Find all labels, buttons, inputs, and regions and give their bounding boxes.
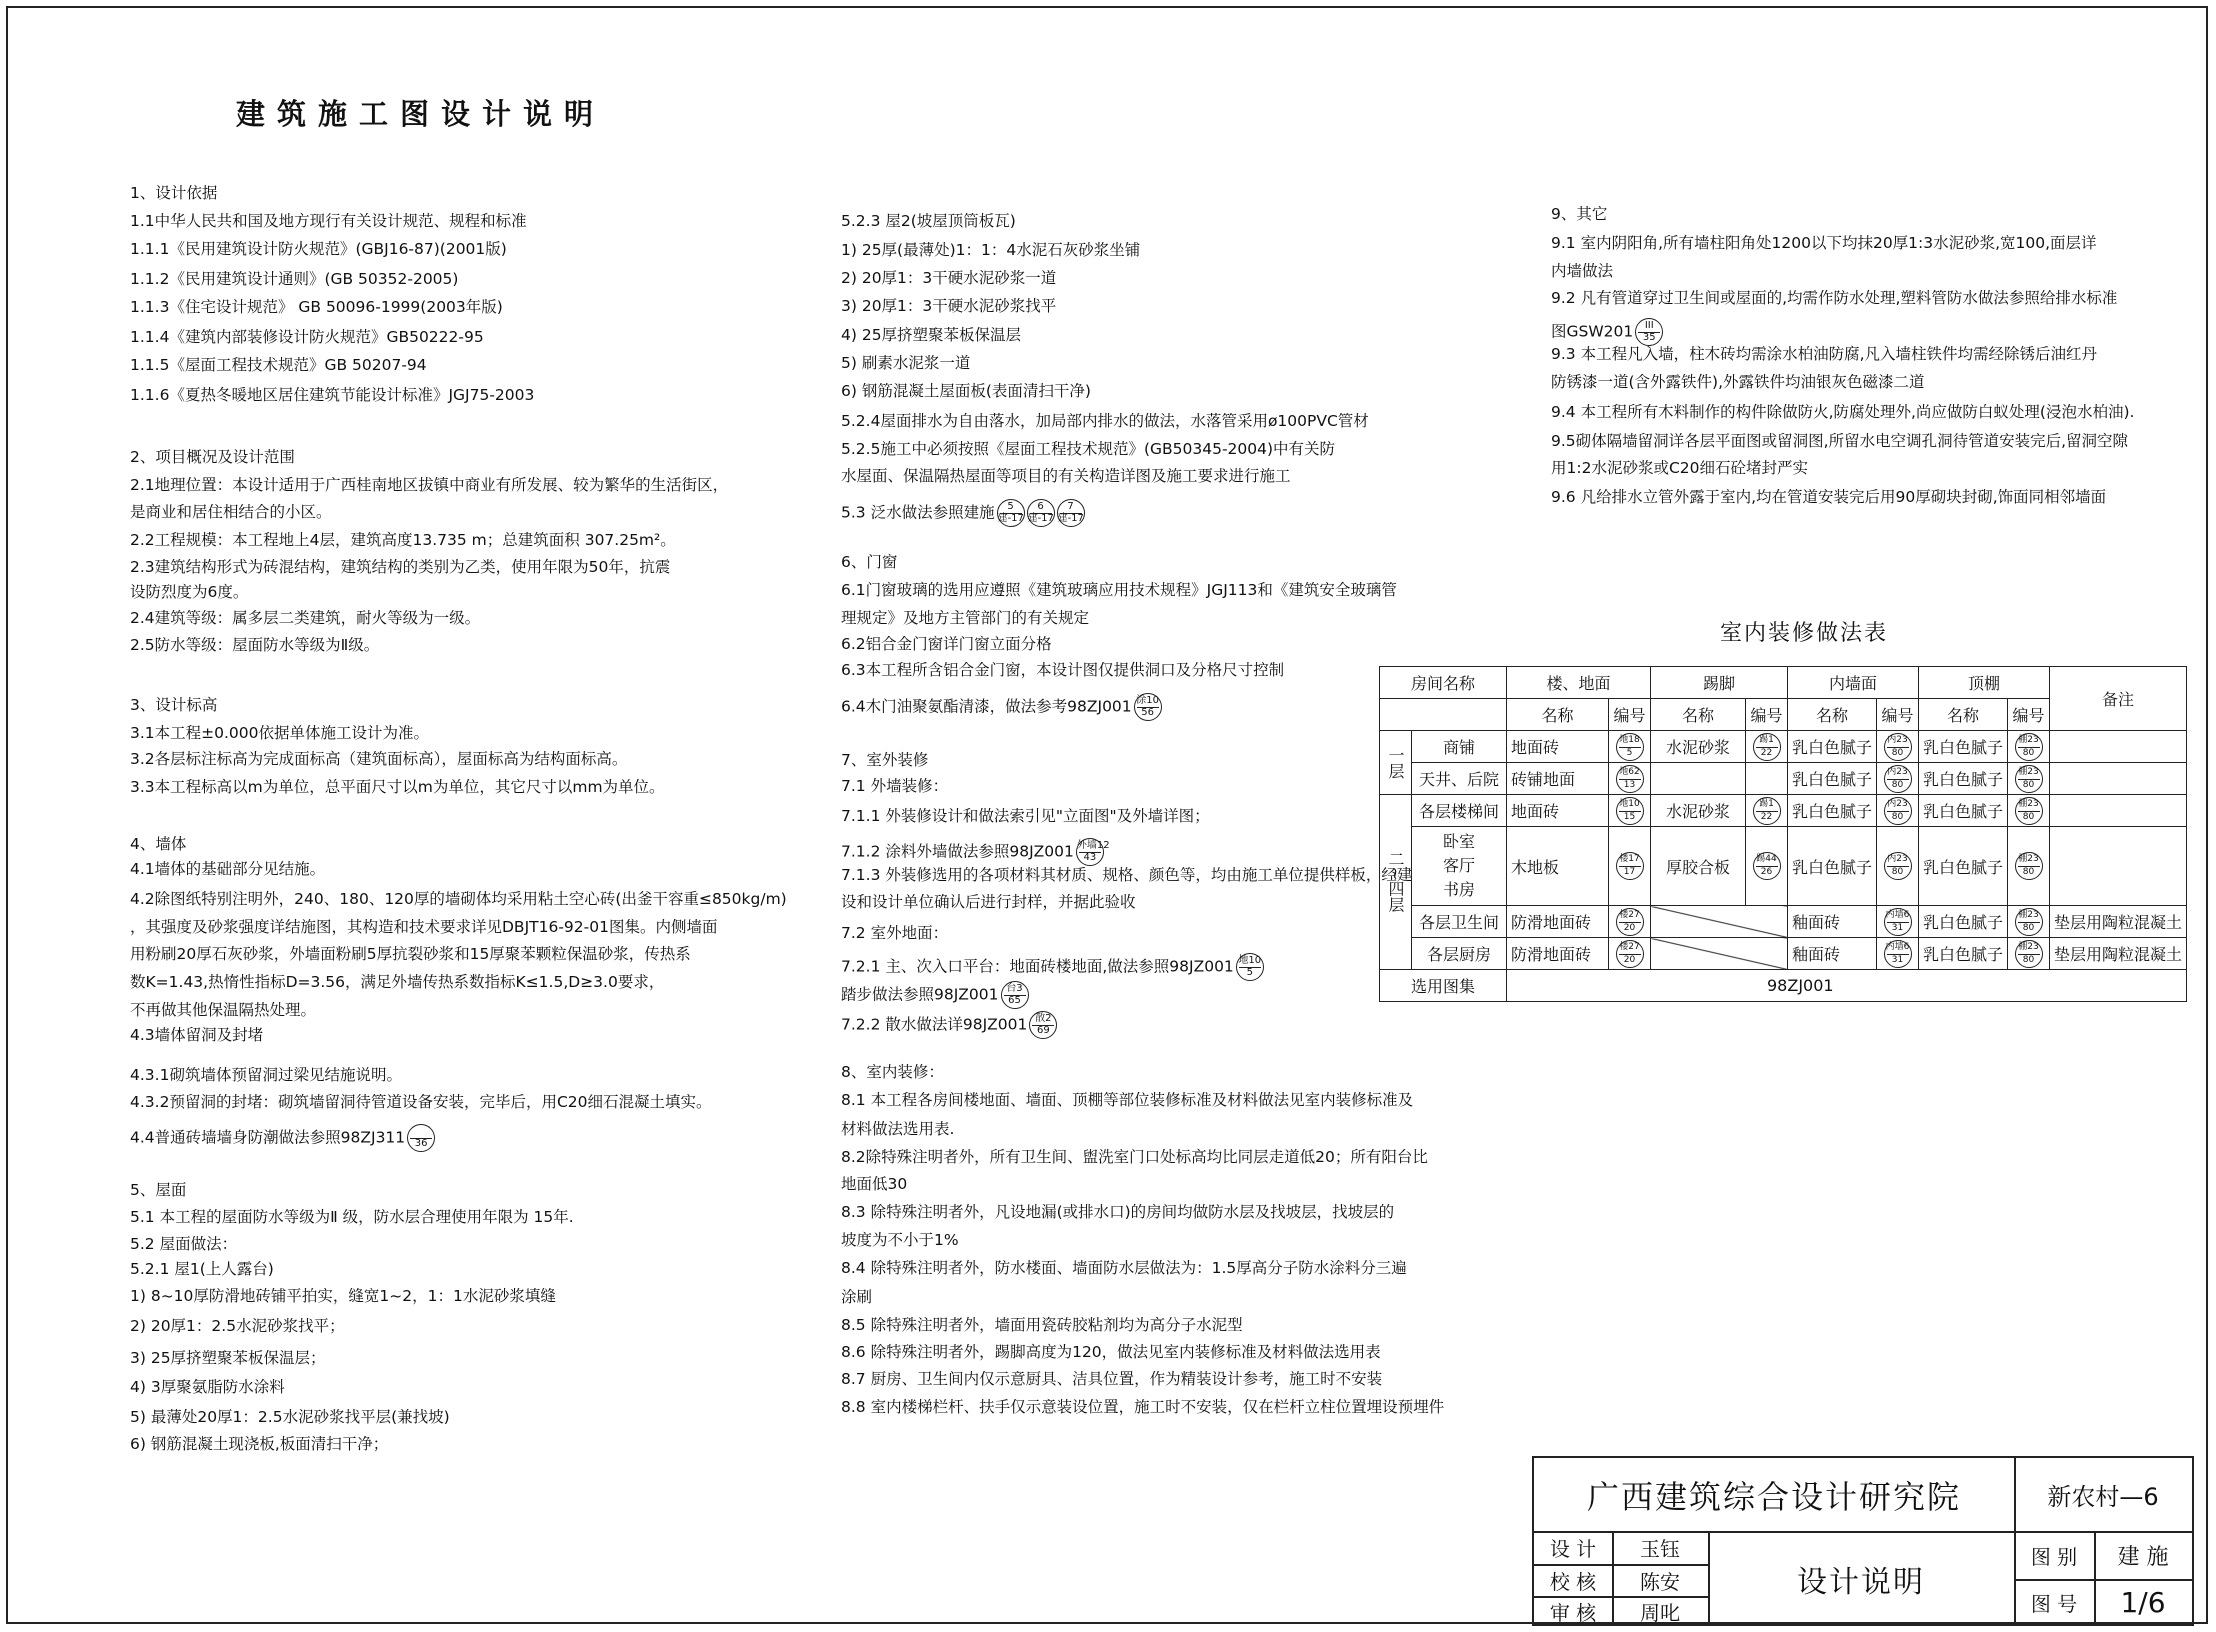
th-room: 房间名称 bbox=[1380, 667, 1507, 699]
skirting-finish bbox=[1651, 763, 1746, 795]
name-review: 周叱 bbox=[1640, 1600, 1680, 1625]
note-line: 8.4 除特殊注明者外，防水楼面、墙面防水层做法为：1.5厚高分子防水涂料分三遍 bbox=[841, 1259, 1407, 1277]
ceiling-finish: 乳白色腻子 bbox=[1919, 938, 2008, 970]
table-row bbox=[1380, 731, 2187, 763]
note-line: 7.1.1 外装修设计和做法索引见"立面图"及外墙详图； bbox=[841, 807, 1210, 825]
note-line: 1.1.4《建筑内部装修设计防火规范》GB50222-95 bbox=[130, 328, 484, 346]
note-line: 9.5砌体隔墙留洞详各层平面图或留洞图,所留水电空调孔洞待管道安装完后,留洞空隙 bbox=[1551, 432, 2129, 450]
note-line: 6.2铝合金门窗详门窗立面分格 bbox=[841, 635, 1052, 653]
detail-index-symbol: 36 bbox=[407, 1124, 435, 1152]
note-line: 8.3 除特殊注明者外，凡设地漏(或排水口)的房间均做防水层及找坡层，找坡层的 bbox=[841, 1203, 1395, 1221]
note-line: 4.3.2预留洞的封堵：砌筑墙留洞待管道设备安装，完毕后，用C20细石混凝土填实。 bbox=[130, 1093, 712, 1111]
code-cell bbox=[1609, 763, 1651, 795]
note-line: 9.4 本工程所有木料制作的构件除做防火,防腐处理外,尚应做防白蚁处理(浸泡水柏油). bbox=[1551, 403, 2135, 421]
note-line: 踏步做法参照98JZ001 台3 65 bbox=[841, 981, 1029, 1009]
table-row bbox=[1380, 938, 2187, 970]
note-line: 图GSW201 III 35 bbox=[1551, 318, 1663, 346]
atlas-value: 98ZJ001 bbox=[1507, 970, 2187, 1002]
room-name: 各层卫生间 bbox=[1412, 906, 1507, 938]
note-line: 坡度为不小于1% bbox=[841, 1231, 959, 1249]
table-row bbox=[1380, 827, 2187, 906]
note-line: 9.1 室内阴阳角,所有墙柱阳角处1200以下均抹20厚1:3水泥砂浆,宽100,面层详 bbox=[1551, 234, 2097, 252]
note-line: 8.6 除特殊注明者外，踢脚高度为120，做法见室内装修标准及材料做法选用表 bbox=[841, 1343, 1381, 1361]
note-line: 5、屋面 bbox=[130, 1181, 187, 1199]
note-line: 5.1 本工程的屋面防水等级为Ⅱ 级，防水层合理使用年限为 15年. bbox=[130, 1208, 574, 1226]
note-line: 2.5防水等级：屋面防水等级为Ⅱ级。 bbox=[130, 636, 380, 654]
skirting-finish: 厚胶合板 bbox=[1651, 827, 1746, 906]
name-design: 玉钰 bbox=[1640, 1537, 1680, 1561]
wall-finish: 乳白色腻子 bbox=[1788, 763, 1877, 795]
note-line: 7.1 外墙装修： bbox=[841, 777, 949, 795]
detail-index-symbol: 内墙6 31 bbox=[1884, 908, 1912, 936]
detail-index-symbol: 踢44 26 bbox=[1753, 852, 1781, 880]
detail-index-symbol: 散2 69 bbox=[1029, 1011, 1057, 1039]
note-line: 3) 25厚挤塑聚苯板保温层； bbox=[130, 1349, 326, 1367]
note-line: 5.2 屋面做法： bbox=[130, 1235, 238, 1253]
wall-finish: 乳白色腻子 bbox=[1788, 731, 1877, 763]
ceiling-finish: 乳白色腻子 bbox=[1919, 731, 2008, 763]
note-line: 7、室外装修 bbox=[841, 751, 929, 769]
role-design: 设 计 bbox=[1549, 1537, 1597, 1561]
note-line: 8、室内装修： bbox=[841, 1063, 944, 1081]
note-line: 地面低30 bbox=[841, 1175, 908, 1193]
note-line: 8.2除特殊注明者外，所有卫生间、盥洗室门口处标高均比同层走道低20；所有阳台比 bbox=[841, 1148, 1428, 1166]
note-line: ，其强度及砂浆强度详结施图，其构造和技术要求详见DBJT16-92-01图集。内侧墙面 bbox=[130, 918, 718, 936]
detail-index-symbol: 棚23 80 bbox=[2015, 852, 2043, 880]
detail-index-symbol: 外墙12 43 bbox=[1076, 838, 1104, 866]
note-line: 1.1中华人民共和国及地方现行有关设计规范、规程和标准 bbox=[130, 212, 527, 230]
th-name: 名称 bbox=[1788, 699, 1877, 731]
floor-finish: 木地板 bbox=[1507, 827, 1609, 906]
note-line: 1.1.2《民用建筑设计通则》(GB 50352-2005) bbox=[130, 270, 459, 288]
note-line: 8.5 除特殊注明者外，墙面用瓷砖胶粘剂均为高分子水泥型 bbox=[841, 1316, 1243, 1334]
detail-index-symbol: 6 建-17 bbox=[1027, 499, 1055, 527]
note-line: 8.8 室内楼梯栏杆、扶手仅示意装设位置，施工时不安装，仅在栏杆立柱位置埋设预埋件 bbox=[841, 1398, 1445, 1416]
detail-index-symbol: 棚23 80 bbox=[2015, 765, 2043, 793]
name-check: 陈安 bbox=[1640, 1569, 1680, 1594]
role-review: 审 核 bbox=[1549, 1600, 1597, 1625]
note-line: 2) 20厚1：3干硬水泥砂浆一道 bbox=[841, 269, 1057, 287]
note-line: 4.3墙体留洞及封堵 bbox=[130, 1026, 264, 1044]
skirting-na bbox=[1651, 906, 1788, 938]
code-cell bbox=[1877, 795, 1919, 827]
code-cell bbox=[2008, 731, 2050, 763]
institute-name: 广西建筑综合设计研究院 bbox=[1586, 1477, 1961, 1516]
note-line: 9.6 凡给排水立管外露于室内,均在管道安装完后用90厚砌块封砌,饰面同相邻墙面 bbox=[1551, 488, 2107, 506]
note-cell: 垫层用陶粒混凝土 bbox=[2050, 938, 2187, 970]
code-cell bbox=[1609, 795, 1651, 827]
detail-index-symbol: 踢1 22 bbox=[1753, 797, 1781, 825]
note-line: 5.2.4屋面排水为自由落水，加局部内排水的做法，水落管采用ø100PVC管材 bbox=[841, 412, 1369, 430]
note-line: 7.2.1 主、次入口平台：地面砖楼地面,做法参照98JZ001 地10 5 bbox=[841, 953, 1264, 981]
detail-index-symbol: 内23 80 bbox=[1884, 852, 1912, 880]
project-name: 新农村—6 bbox=[2047, 1483, 2159, 1511]
note-cell bbox=[2050, 827, 2187, 906]
code-cell bbox=[1609, 938, 1651, 970]
code-cell bbox=[1609, 731, 1651, 763]
number-value: 1/6 bbox=[2120, 1586, 2166, 1619]
note-cell bbox=[2050, 795, 2187, 827]
detail-index-symbol: 棚23 80 bbox=[2015, 908, 2043, 936]
note-line: 4.3.1砌筑墙体预留洞过梁见结施说明。 bbox=[130, 1066, 402, 1084]
note-line: 数K=1.43,热惰性指标D=3.56，满足外墙传热系数指标K≤1.5,D≥3.0要求， bbox=[130, 973, 665, 991]
note-line: 6.4木门油聚氨酯清漆，做法参考98ZJ001 涂10 56 bbox=[841, 693, 1162, 721]
room-name: 商铺 bbox=[1412, 731, 1507, 763]
code-cell bbox=[1746, 763, 1788, 795]
note-line: 3.2各层标注标高为完成面标高（建筑面标高），屋面标高为结构面标高。 bbox=[130, 750, 628, 768]
note-line: 5) 刷素水泥浆一道 bbox=[841, 354, 971, 372]
th-code: 编号 bbox=[1609, 699, 1651, 731]
ceiling-finish: 乳白色腻子 bbox=[1919, 795, 2008, 827]
skirting-na bbox=[1651, 938, 1788, 970]
th-name: 名称 bbox=[1507, 699, 1609, 731]
detail-index-symbol: 踢1 22 bbox=[1753, 733, 1781, 761]
code-cell bbox=[1877, 906, 1919, 938]
note-line: 3) 20厚1：3干硬水泥砂浆找平 bbox=[841, 297, 1057, 315]
detail-index-symbol: 5 建-17 bbox=[997, 499, 1025, 527]
title-block bbox=[1532, 1456, 2194, 1626]
th-ceiling: 顶棚 bbox=[1919, 667, 2050, 699]
detail-index-symbol: 内23 80 bbox=[1884, 733, 1912, 761]
floor-finish: 砖铺地面 bbox=[1507, 763, 1609, 795]
atlas-label: 选用图集 bbox=[1380, 970, 1507, 1002]
note-line: 6.1门窗玻璃的选用应遵照《建筑玻璃应用技术规程》JGJ113和《建筑安全玻璃管 bbox=[841, 581, 1397, 599]
note-cell: 垫层用陶粒混凝土 bbox=[2050, 906, 2187, 938]
floor-finish: 防滑地面砖 bbox=[1507, 906, 1609, 938]
note-line: 4) 3厚聚氨脂防水涂料 bbox=[130, 1378, 285, 1396]
note-line: 6) 钢筋混凝土现浇板,板面清扫干净； bbox=[130, 1435, 389, 1453]
note-line: 5.3 泛水做法参照建施 5 建-17 6 建-17 7 建-17 bbox=[841, 499, 1085, 527]
th-skirting: 踢脚 bbox=[1651, 667, 1788, 699]
note-line: 1、设计依据 bbox=[130, 184, 218, 202]
detail-index-symbol: 地18 5 bbox=[1616, 733, 1644, 761]
code-cell bbox=[1609, 827, 1651, 906]
note-line: 9.3 本工程凡入墙，柱木砖均需涂水柏油防腐,凡入墙柱铁件均需经除锈后油红丹 bbox=[1551, 345, 2098, 363]
note-line: 2、项目概况及设计范围 bbox=[130, 448, 295, 466]
note-cell bbox=[2050, 731, 2187, 763]
note-line: 2.1地理位置：本设计适用于广西桂南地区拔镇中商业有所发展、较为繁华的生活街区， bbox=[130, 476, 729, 494]
wall-finish: 釉面砖 bbox=[1788, 906, 1877, 938]
detail-index-symbol: 地10 5 bbox=[1236, 953, 1264, 981]
category-value: 建 施 bbox=[2117, 1544, 2169, 1570]
note-line: 1.1.5《屋面工程技术规范》GB 50207-94 bbox=[130, 356, 427, 374]
table-row bbox=[1380, 763, 2187, 795]
note-line: 设和设计单位确认后进行封样，并据此验收 bbox=[841, 893, 1136, 911]
detail-index-symbol: 内墙6 31 bbox=[1884, 940, 1912, 968]
detail-index-symbol: 棚23 80 bbox=[2015, 797, 2043, 825]
code-cell bbox=[1877, 763, 1919, 795]
note-line: 6.3本工程所含铝合金门窗，本设计图仅提供洞口及分格尺寸控制 bbox=[841, 661, 1285, 679]
note-cell bbox=[2050, 763, 2187, 795]
detail-index-symbol: 棚23 80 bbox=[2015, 940, 2043, 968]
note-line: 设防烈度为6度。 bbox=[130, 583, 249, 601]
detail-index-symbol: 地10 15 bbox=[1616, 797, 1644, 825]
note-line: 5) 最薄处20厚1：2.5水泥砂浆找平层(兼找坡) bbox=[130, 1408, 450, 1426]
detail-index-symbol: 楼17 17 bbox=[1616, 852, 1644, 880]
floor-group: 二~四层 bbox=[1380, 795, 1412, 970]
th-blank bbox=[1380, 699, 1507, 731]
page-title: 建筑施工图设计说明 bbox=[236, 97, 606, 131]
note-line: 内墙做法 bbox=[1551, 262, 1614, 280]
note-line: 7.1.2 涂料外墙做法参照98JZ001 外墙12 43 bbox=[841, 838, 1104, 866]
code-cell bbox=[1746, 795, 1788, 827]
floor-group: 一层 bbox=[1380, 731, 1412, 795]
note-line: 2) 20厚1：2.5水泥砂浆找平； bbox=[130, 1317, 345, 1335]
note-line: 7.1.3 外装修选用的各项材料其材质、规格、颜色等，均由施工单位提供样板，经建 bbox=[841, 866, 1413, 884]
detail-index-symbol: 涂10 56 bbox=[1134, 693, 1162, 721]
note-line: 不再做其他保温隔热处理。 bbox=[130, 1001, 317, 1019]
ceiling-finish: 乳白色腻子 bbox=[1919, 827, 2008, 906]
note-line: 1.1.1《民用建筑设计防火规范》(GBJ16-87)(2001版) bbox=[130, 240, 507, 258]
code-cell bbox=[1746, 827, 1788, 906]
note-line: 6、门窗 bbox=[841, 553, 898, 571]
detail-index-symbol: 楼27 20 bbox=[1616, 908, 1644, 936]
code-cell bbox=[2008, 827, 2050, 906]
wall-finish: 乳白色腻子 bbox=[1788, 827, 1877, 906]
note-line: 涂刷 bbox=[841, 1288, 873, 1306]
drawing-name: 设计说明 bbox=[1797, 1564, 1925, 1600]
th-note: 备注 bbox=[2050, 667, 2187, 731]
note-line: 7.2.2 散水做法详98JZ001 散2 69 bbox=[841, 1011, 1057, 1039]
note-line: 1) 25厚(最薄处)1：1：4水泥石灰砂浆坐铺 bbox=[841, 241, 1141, 259]
wall-finish: 乳白色腻子 bbox=[1788, 795, 1877, 827]
detail-index-symbol: 楼27 20 bbox=[1616, 940, 1644, 968]
note-line: 7.2 室外地面： bbox=[841, 924, 949, 942]
note-line: 9、其它 bbox=[1551, 205, 1608, 223]
note-line: 5.2.3 屋2(坡屋顶筒板瓦) bbox=[841, 212, 1016, 230]
code-cell bbox=[2008, 795, 2050, 827]
floor-finish: 地面砖 bbox=[1507, 731, 1609, 763]
detail-index-symbol: III 35 bbox=[1635, 318, 1663, 346]
note-line: 4.4普通砖墙墙身防潮做法参照98ZJ311 36 bbox=[130, 1124, 435, 1152]
ceiling-finish: 乳白色腻子 bbox=[1919, 763, 2008, 795]
note-line: 1.1.6《夏热冬暖地区居住建筑节能设计标准》JGJ75-2003 bbox=[130, 386, 535, 404]
detail-index-symbol: 内23 80 bbox=[1884, 765, 1912, 793]
table-row bbox=[1380, 906, 2187, 938]
skirting-finish: 水泥砂浆 bbox=[1651, 795, 1746, 827]
th-code: 编号 bbox=[1877, 699, 1919, 731]
code-cell bbox=[1746, 731, 1788, 763]
th-inner-wall: 内墙面 bbox=[1788, 667, 1919, 699]
detail-index-symbol: 台3 65 bbox=[1001, 981, 1029, 1009]
ceiling-finish: 乳白色腻子 bbox=[1919, 906, 2008, 938]
th-floor: 楼、地面 bbox=[1507, 667, 1651, 699]
note-line: 3、设计标高 bbox=[130, 696, 218, 714]
note-line: 4.2除图纸特别注明外，240、180、120厚的墙砌体均采用粘土空心砖(出釜干容重≤850kg/m) bbox=[130, 890, 787, 908]
note-line: 4) 25厚挤塑聚苯板保温层 bbox=[841, 326, 1022, 344]
note-line: 用1:2水泥砂浆或C20细石砼堵封严实 bbox=[1551, 459, 1808, 477]
note-line: 2.4建筑等级：属多层二类建筑，耐火等级为一级。 bbox=[130, 609, 481, 627]
detail-index-symbol: 7 建-17 bbox=[1057, 499, 1085, 527]
note-line: 用粉刷20厚石灰砂浆，外墙面粉刷5厚抗裂砂浆和15厚聚苯颗粒保温砂浆，传热系 bbox=[130, 945, 691, 963]
note-line: 5.2.5施工中必须按照《屋面工程技术规范》(GB50345-2004)中有关防 bbox=[841, 440, 1336, 458]
note-line: 8.1 本工程各房间楼地面、墙面、顶棚等部位装修标准及材料做法见室内装修标准及 bbox=[841, 1091, 1414, 1109]
role-check: 校 核 bbox=[1549, 1569, 1597, 1594]
room-name: 各层楼梯间 bbox=[1412, 795, 1507, 827]
number-label: 图 号 bbox=[2030, 1592, 2078, 1616]
note-line: 水屋面、保温隔热屋面等项目的有关构造详图及施工要求进行施工 bbox=[841, 467, 1291, 485]
note-line: 1.1.3《住宅设计规范》 GB 50096-1999(2003年版) bbox=[130, 298, 503, 316]
code-cell bbox=[2008, 938, 2050, 970]
note-line: 材料做法选用表. bbox=[841, 1120, 955, 1138]
note-line: 2.2工程规模：本工程地上4层，建筑高度13.735 m；总建筑面积 307.25m²。 bbox=[130, 531, 676, 549]
floor-finish: 防滑地面砖 bbox=[1507, 938, 1609, 970]
table-row bbox=[1380, 795, 2187, 827]
th-name: 名称 bbox=[1919, 699, 2008, 731]
note-line: 4.1墙体的基础部分见结施。 bbox=[130, 860, 326, 878]
note-line: 1) 8~10厚防滑地砖铺平拍实，缝宽1~2，1：1水泥砂浆填缝 bbox=[130, 1287, 556, 1305]
th-code: 编号 bbox=[1746, 699, 1788, 731]
note-line: 防锈漆一道(含外露铁件),外露铁件均油银灰色磁漆二道 bbox=[1551, 373, 1925, 391]
note-line: 9.2 凡有管道穿过卫生间或屋面的,均需作防水处理,塑料管防水做法参照给排水标准 bbox=[1551, 289, 2118, 307]
note-line: 是商业和居住相结合的小区。 bbox=[130, 503, 332, 521]
note-line: 理规定》及地方主管部门的有关规定 bbox=[841, 609, 1090, 627]
code-cell bbox=[1877, 731, 1919, 763]
th-name: 名称 bbox=[1651, 699, 1746, 731]
detail-index-symbol: 棚23 80 bbox=[2015, 733, 2043, 761]
code-cell bbox=[1877, 938, 1919, 970]
note-line: 5.2.1 屋1(上人露台) bbox=[130, 1260, 274, 1278]
note-line: 8.7 厨房、卫生间内仅示意厨具、洁具位置，作为精装设计参考，施工时不安装 bbox=[841, 1370, 1383, 1388]
detail-index-symbol: 地62 13 bbox=[1616, 765, 1644, 793]
note-line: 3.1本工程±0.000依据单体施工设计为准。 bbox=[130, 724, 430, 742]
wall-finish: 釉面砖 bbox=[1788, 938, 1877, 970]
note-line: 4、墙体 bbox=[130, 835, 187, 853]
room-name: 卧室 客厅 书房 bbox=[1412, 827, 1507, 906]
note-line: 3.3本工程标高以m为单位，总平面尺寸以m为单位，其它尺寸以mm为单位。 bbox=[130, 778, 665, 796]
code-cell bbox=[1609, 906, 1651, 938]
note-line: 6) 钢筋混凝土屋面板(表面清扫干净) bbox=[841, 382, 1091, 400]
note-line: 2.3建筑结构形式为砖混结构，建筑结构的类别为乙类，使用年限为50年，抗震 bbox=[130, 558, 671, 576]
detail-index-symbol: 内23 80 bbox=[1884, 797, 1912, 825]
code-cell bbox=[2008, 763, 2050, 795]
interior-finish-table bbox=[1379, 666, 2187, 1002]
skirting-finish: 水泥砂浆 bbox=[1651, 731, 1746, 763]
room-name: 天井、后院 bbox=[1412, 763, 1507, 795]
category-label: 图 别 bbox=[2030, 1544, 2078, 1569]
code-cell bbox=[2008, 906, 2050, 938]
table-title: 室内装修做法表 bbox=[1720, 621, 1889, 646]
room-name: 各层厨房 bbox=[1412, 938, 1507, 970]
code-cell bbox=[1877, 827, 1919, 906]
th-code: 编号 bbox=[2008, 699, 2050, 731]
floor-finish: 地面砖 bbox=[1507, 795, 1609, 827]
